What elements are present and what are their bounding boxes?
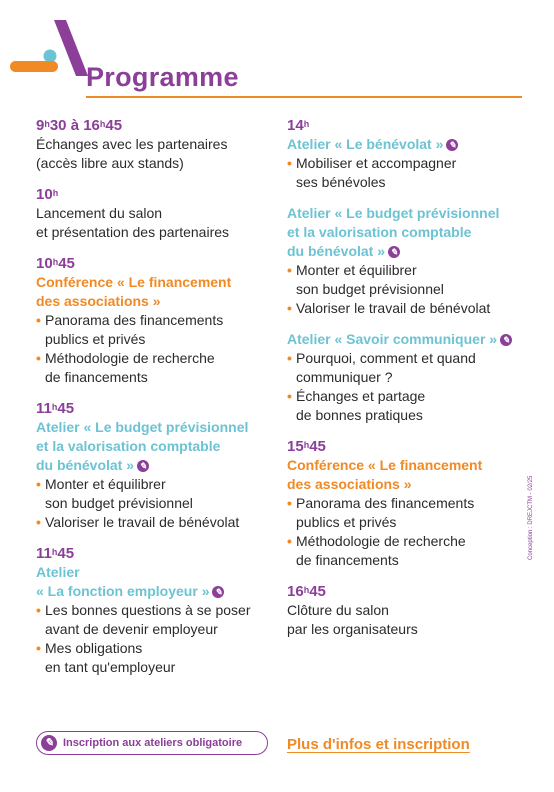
title-underline: [86, 96, 522, 98]
time-label: 11$^h$45: [36, 400, 75, 417]
more-info-link[interactable]: Plus d'infos et inscription: [287, 736, 470, 753]
workshop-title: Atelier « Savoir communiquer » ✎: [287, 330, 527, 349]
list-item: • Les bonnes questions à se poser avant de devenir employeur: [36, 602, 251, 637]
list-item: • Valoriser le travail de bénévolat: [36, 514, 240, 530]
pen-icon: ✎: [388, 246, 400, 258]
pen-icon: ✎: [446, 139, 458, 151]
list-item: • Mobiliser et accompagner ses bénévoles: [287, 155, 457, 190]
time-label: 14$^h$: [287, 117, 310, 134]
program-slot: [36, 254, 276, 387]
pen-icon: ✎: [500, 334, 512, 346]
program-slot: [287, 116, 527, 192]
list-item: • Panorama des financements publics et privés: [287, 495, 475, 530]
logo-purple-stroke: [54, 20, 88, 76]
workshop-title: Atelier « Le budget prévisionnel et la valorisation comptable du bénévolat » ✎: [36, 419, 249, 473]
list-item: • Pourquoi, comment et quand communiquer ?: [287, 350, 476, 385]
time-label: 16$^h$45: [287, 583, 326, 600]
program-slot: [287, 204, 527, 318]
program-slot: [287, 437, 527, 570]
bullet-list: [36, 601, 276, 677]
logo: [10, 18, 90, 88]
bullet-list: [287, 261, 527, 318]
time-label: 10$^h$45: [36, 255, 75, 272]
design-credit: Conception : DREJCTM - 02/25: [528, 475, 534, 560]
slot-description: Clôture du salon par les organisateurs: [287, 602, 418, 637]
time-label: 15$^h$45: [287, 438, 326, 455]
program-slot: [36, 544, 276, 677]
list-item: • Méthodologie de recherche de financements: [287, 533, 466, 568]
bullet-list: [36, 475, 276, 532]
time-label: 9$^h$30 à 16$^h$45: [36, 117, 123, 134]
pen-icon: ✎: [41, 735, 57, 751]
logo-teal-dot: [44, 50, 57, 63]
bullet-list: [287, 349, 527, 425]
list-item: • Panorama des financements publics et privés: [36, 312, 224, 347]
registration-required-badge: [36, 731, 268, 755]
logo-orange-bar: [10, 61, 58, 72]
left-column: [36, 116, 276, 689]
page-title: Programme: [86, 62, 239, 92]
program-slot: [287, 582, 527, 639]
list-item: • Monter et équilibrer son budget prévisionnel: [36, 476, 193, 511]
slot-description: Lancement du salon et présentation des partenaires: [36, 205, 230, 240]
program-slot: [36, 399, 276, 532]
right-column: [287, 116, 527, 651]
list-item: • Échanges et partage de bonnes pratiques: [287, 388, 426, 423]
time-label: 11$^h$45: [36, 545, 75, 562]
list-item: • Mes obligations en tant qu'employeur: [36, 640, 176, 675]
program-slot: [36, 116, 276, 173]
pen-icon: ✎: [212, 586, 224, 598]
program-slot: [287, 330, 527, 425]
list-item: • Monter et équilibrer son budget prévisionnel: [287, 262, 444, 297]
workshop-title: Atelier « Le bénévolat » ✎: [287, 135, 527, 154]
badge-label: Inscription aux ateliers obligatoire: [63, 737, 243, 749]
bullet-list: [287, 154, 527, 192]
list-item: • Valoriser le travail de bénévolat: [287, 300, 491, 316]
slot-description: Échanges avec les partenaires (accès libre aux stands): [36, 136, 228, 171]
conference-title: Conférence « Le financement des associations »: [36, 274, 232, 309]
bullet-list: [36, 311, 276, 387]
bullet-list: [287, 494, 527, 570]
workshop-title: Atelier « Le budget prévisionnel et la valorisation comptable du bénévolat » ✎: [287, 205, 500, 259]
program-slot: [36, 185, 276, 242]
workshop-title: Atelier « La fonction employeur » ✎: [36, 563, 276, 601]
pen-icon: ✎: [137, 460, 149, 472]
list-item: • Méthodologie de recherche de financements: [36, 350, 215, 385]
conference-title: Conférence « Le financement des associations »: [287, 457, 483, 492]
time-label: 10$^h$: [36, 186, 59, 203]
